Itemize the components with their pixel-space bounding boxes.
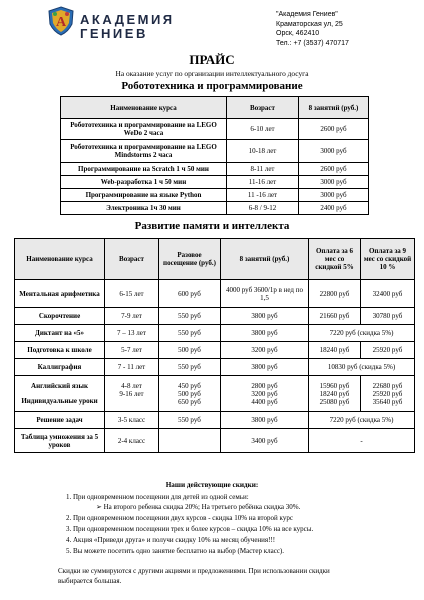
course-age bbox=[105, 376, 159, 412]
course-price: 2400 руб bbox=[299, 202, 369, 215]
address-org: "Академия Гениев" bbox=[276, 11, 338, 18]
course-name-individual: Индивидуальные уроки bbox=[21, 397, 98, 405]
price-line: 22680 руб bbox=[372, 381, 403, 390]
table-row bbox=[61, 176, 369, 189]
discounts-list bbox=[66, 493, 396, 569]
brand-name-line1: АКАДЕМИЯ bbox=[80, 12, 175, 27]
six-month-price: 21660 руб bbox=[309, 308, 361, 325]
table-row bbox=[15, 429, 415, 453]
six-month-price: 18240 руб bbox=[309, 342, 361, 359]
discount-price: 7220 руб (скидка 5%) bbox=[309, 412, 415, 429]
course-price: 3000 руб bbox=[299, 189, 369, 202]
course-name: Таблица умножения за 5 уроков bbox=[15, 429, 105, 453]
table-row bbox=[15, 342, 415, 359]
course-price: 2600 руб bbox=[299, 119, 369, 140]
page-title: ПРАЙС bbox=[189, 52, 235, 67]
course-name: Скорочтение bbox=[15, 308, 105, 325]
section1-title: Робототехника и программирование bbox=[121, 80, 303, 92]
col-course-name: Наименование курса bbox=[61, 97, 227, 119]
list-item: 4. Акция «Приведи друга» и получи скидку 10% на месяц обучения!!! bbox=[66, 536, 276, 544]
six-month-price: 22800 руб bbox=[309, 280, 361, 308]
age-line: 9-16 лет bbox=[119, 389, 144, 398]
eight-price: 3800 руб bbox=[221, 412, 309, 429]
discount-price: 7220 руб (скидка 5%) bbox=[309, 325, 415, 342]
course-age: 6-15 лет bbox=[105, 280, 159, 308]
course-age: 10-18 лет bbox=[227, 140, 299, 163]
eight-price: 4000 руб 3600/1р в нед по 1,5 bbox=[221, 280, 309, 308]
col-8-lessons: 8 занятий (руб.) bbox=[299, 97, 369, 119]
table-row bbox=[61, 189, 369, 202]
table-row bbox=[15, 412, 415, 429]
course-name: Электроника 1ч 30 мин bbox=[61, 202, 227, 215]
table-row bbox=[15, 280, 415, 308]
course-age: 6-10 лет bbox=[227, 119, 299, 140]
col-6-months: Оплата за 6 мес со скидкой 5% bbox=[309, 239, 361, 280]
course-age: 11-16 лет bbox=[227, 176, 299, 189]
course-age: 2-4 класс bbox=[105, 429, 159, 453]
single-price: 600 руб bbox=[159, 280, 221, 308]
col-course-name: Наименование курса bbox=[15, 239, 105, 280]
course-price: 3000 руб bbox=[299, 140, 369, 163]
eight-price: 3800 руб bbox=[221, 308, 309, 325]
col-single-visit: Разовое посещение (руб.) bbox=[159, 239, 221, 280]
course-name: Каллиграфия bbox=[15, 359, 105, 376]
address-block bbox=[276, 10, 349, 48]
course-name: Ментальная арифметика bbox=[15, 280, 105, 308]
price-line: 450 руб bbox=[178, 381, 201, 390]
memory-intellect-price-table bbox=[14, 238, 415, 453]
course-price: 2600 руб bbox=[299, 163, 369, 176]
age-line: 4-8 лет bbox=[121, 381, 142, 390]
nine-month-price: 32400 руб bbox=[361, 280, 415, 308]
address-city: Орск, 462410 bbox=[276, 30, 320, 38]
six-month-price bbox=[309, 376, 361, 412]
course-age: 5-7 лет bbox=[105, 342, 159, 359]
price-line: 35640 руб bbox=[372, 397, 403, 406]
course-age: 8-11 лет bbox=[227, 163, 299, 176]
course-name: Робототехника и программирование на LEGO WeDo 2 часа bbox=[61, 119, 227, 140]
course-age: 7-9 лет bbox=[105, 308, 159, 325]
col-8-lessons: 8 занятий (руб.) bbox=[221, 239, 309, 280]
svg-text:A: A bbox=[55, 15, 67, 30]
price-line: 15960 руб bbox=[319, 381, 350, 390]
robotics-price-table bbox=[60, 96, 369, 215]
discounts-title: Наши действующие скидки: bbox=[165, 481, 259, 489]
nine-month-price bbox=[361, 376, 415, 412]
price-line: 500 руб bbox=[178, 389, 201, 398]
price-line: 650 руб bbox=[178, 397, 201, 406]
table-row bbox=[61, 202, 369, 215]
single-price: 550 руб bbox=[159, 359, 221, 376]
eight-price: 3800 руб bbox=[221, 359, 309, 376]
list-item: 5. Вы можете посетить одно занятие бесплатно на выбор (Мастер класс). bbox=[66, 547, 285, 555]
price-line: 2800 руб bbox=[251, 381, 278, 390]
course-name bbox=[15, 376, 105, 412]
academy-logo-icon bbox=[48, 6, 74, 36]
course-name: Диктант на «5» bbox=[15, 325, 105, 342]
nine-month-price: 25920 руб bbox=[361, 342, 415, 359]
table-row bbox=[61, 140, 369, 163]
single-price: 550 руб bbox=[159, 412, 221, 429]
list-item: 1. При одновременном посещении для детей из одной семьи: bbox=[66, 493, 249, 501]
price-line: 18240 руб bbox=[319, 389, 350, 398]
col-age: Возраст bbox=[105, 239, 159, 280]
course-age: 6-8 / 9-12 bbox=[227, 202, 299, 215]
list-item: 3. При одновременном посещении трех и более курсов – скидка 10% на все курсы. bbox=[66, 525, 314, 533]
single-price: 550 руб bbox=[159, 325, 221, 342]
footer-line: Скидки не суммируются с другими акциями и предложениями. При использовании скидки bbox=[58, 567, 330, 575]
list-item: ➢ На второго ребенка скидка 20%; На третьего ребёнка скидка 30%. bbox=[96, 503, 301, 511]
table-row bbox=[15, 308, 415, 325]
course-age: 7 – 13 лет bbox=[105, 325, 159, 342]
nine-month-price: 30780 руб bbox=[361, 308, 415, 325]
single-price: 500 руб bbox=[159, 342, 221, 359]
eight-price: 3200 руб bbox=[221, 342, 309, 359]
page-subtitle: На оказание услуг по организации интеллектуального досуга bbox=[115, 69, 309, 78]
eight-price: 3800 руб bbox=[221, 325, 309, 342]
price-line: 25920 руб bbox=[372, 389, 403, 398]
discounts-footer bbox=[58, 566, 330, 586]
course-age: 7 - 11 лет bbox=[105, 359, 159, 376]
discount-price: 10830 руб (скидка 5%) bbox=[309, 359, 415, 376]
section2-title: Развитие памяти и интеллекта bbox=[134, 220, 290, 232]
single-price bbox=[159, 376, 221, 412]
course-name: Программирование на языке Python bbox=[61, 189, 227, 202]
col-9-months: Оплата за 9 мес со скидкой 10 % bbox=[361, 239, 415, 280]
course-name: Программирование на Scratch 1 ч 50 мин bbox=[61, 163, 227, 176]
course-name-english: Английский язык bbox=[31, 382, 88, 390]
course-age: 11 -16 лет bbox=[227, 189, 299, 202]
single-price bbox=[159, 429, 221, 453]
list-item: 2. При одновременном посещении двух курсов - скидка 10% на второй курс bbox=[66, 514, 293, 522]
course-name: Решение задач bbox=[15, 412, 105, 429]
table-row bbox=[15, 359, 415, 376]
discount-price: - bbox=[309, 429, 415, 453]
footer-line: выбирается большая. bbox=[58, 577, 122, 585]
course-name: Web-разработка 1 ч 50 мин bbox=[61, 176, 227, 189]
col-age: Возраст bbox=[227, 97, 299, 119]
course-name: Подготовка к школе bbox=[15, 342, 105, 359]
price-line: 3200 руб bbox=[251, 389, 278, 398]
address-phone: Тел.: +7 (3537) 470717 bbox=[276, 39, 349, 47]
course-age: 3-5 класс bbox=[105, 412, 159, 429]
table-row bbox=[61, 119, 369, 140]
table-row bbox=[15, 376, 415, 412]
course-price: 3000 руб bbox=[299, 176, 369, 189]
eight-price: 3400 руб bbox=[221, 429, 309, 453]
price-line: 25080 руб bbox=[319, 397, 350, 406]
course-name: Робототехника и программирование на LEGO Mindstorms 2 часа bbox=[61, 140, 227, 163]
table-row bbox=[15, 325, 415, 342]
brand-name-line2: ГЕНИЕВ bbox=[80, 26, 148, 41]
address-street: Краматорская ул, 25 bbox=[276, 20, 343, 28]
table-row bbox=[61, 163, 369, 176]
eight-price bbox=[221, 376, 309, 412]
price-line: 4400 руб bbox=[251, 397, 278, 406]
single-price: 550 руб bbox=[159, 308, 221, 325]
